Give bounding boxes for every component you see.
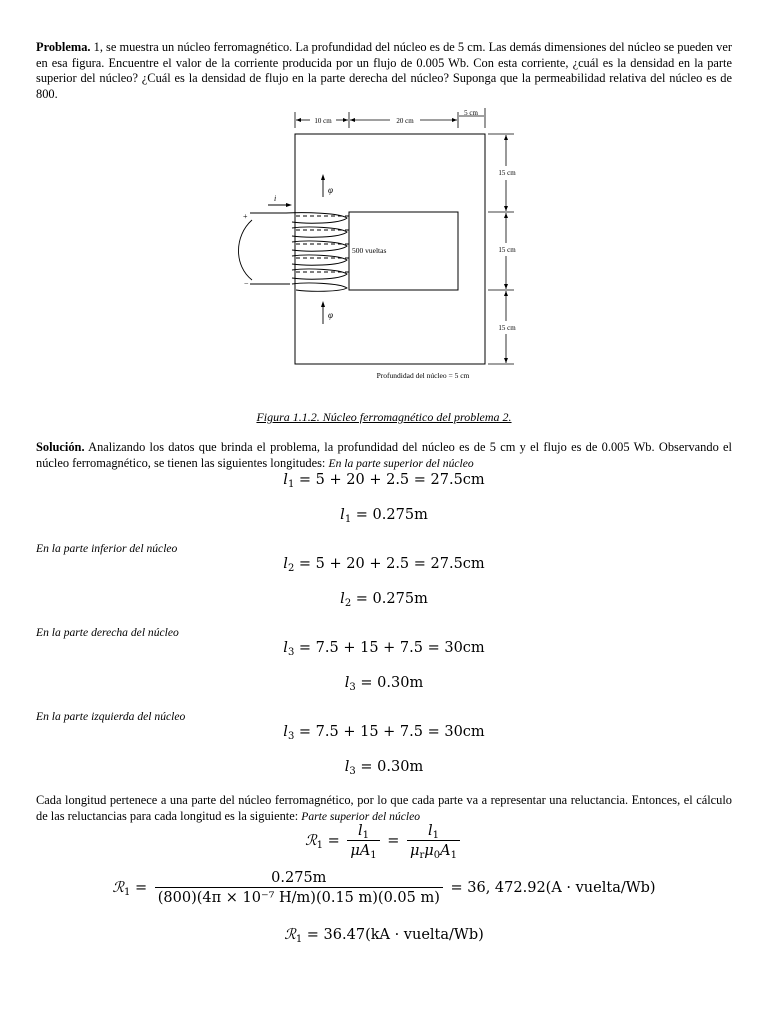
r1-result: = 36, 472.92(A · vuelta/Wb) [450, 880, 656, 896]
equation-r1-formula: ℛ$_1$ = $\frac{l_1}{\mu A_1}$ = $\frac{l_1}{\mu_r\mu_0A_1}$ [0, 823, 768, 859]
fraction-l1-over-mur-mu0-a1: $\frac{l_1}{\mu_r\mu_0A_1}$ [407, 823, 460, 859]
reluctance-text: Cada longitud pertenece a una parte del núcleo ferromagnético, por lo que cada parte va a representar una reluctancia. Entonces, el cálculo de las reluctancias para cada longitud es la siguiente: [36, 793, 732, 823]
problem-text: 1, se muestra un núcleo ferromagnético. La profundidad del núcleo es de 5 cm. Las demás dimensiones del núcleo se pueden ver en esa figura. Encuentre el valor de la corriente producida por un flujo de 0.005 Wb. Con esta corriente, ¿cuál es la densidad en la parte superior del núcleo? ¿Cuál es la densidad de flujo en la parte derecha del núcleo? Suponga que la permeabilidad relativa del núcleo es de 800. [36, 40, 732, 101]
fraction-r1-numeric [155, 870, 443, 906]
equation-r1-final: ℛ$_1$ = 36.47(kA · vuelta/Wb) [284, 927, 484, 945]
reluctance-paragraph [36, 793, 732, 824]
plus-sign: + [243, 212, 248, 221]
equation-l2-cm: $l_2 = 5 + 20 + 2.5 = 27.5cm$ [283, 556, 485, 574]
solution-section-label: En la parte superior del núcleo [328, 456, 474, 470]
equation-l3-cm-value: = 7.5 + 15 + 7.5 = 30cm [298, 640, 485, 656]
flux-symbol-bottom: φ [328, 310, 333, 320]
figure-caption: Figura 1.1.2. Núcleo ferromagnético del problema 2. [256, 410, 512, 424]
solution-text: Analizando los datos que brinda el problema, la profundidad del núcleo es de 5 cm y el flujo es de 0.005 Wb. Observando el núcleo ferromagnético, se tienen las siguientes longitudes: [36, 440, 732, 470]
flux-arrow-bottom [321, 301, 333, 324]
equation-l2-m-value: = 0.275m [355, 591, 428, 607]
current-symbol: i [274, 194, 277, 203]
r1-final-value: = 36.47(kA · vuelta/Wb) [306, 927, 484, 943]
dim-top-3-label: 5 cm [464, 109, 478, 117]
ferromagnetic-core-figure [230, 106, 520, 386]
label-bottom-section: En la parte inferior del núcleo [36, 542, 178, 555]
dim-top-2-label: 20 cm [396, 117, 414, 125]
dim-right-1-label: 15 cm [498, 169, 516, 177]
equation-l3b-m-value: = 0.30m [360, 759, 424, 775]
equation-l3b-cm-value: = 7.5 + 15 + 7.5 = 30cm [298, 724, 485, 740]
flux-symbol-top: φ [328, 185, 333, 195]
dim-top-1-label: 10 cm [314, 117, 332, 125]
current-arrow [268, 194, 292, 207]
solution-heading: Solución. [36, 440, 85, 454]
dim-right-3-label: 15 cm [498, 324, 516, 332]
problem-heading: Problema. [36, 40, 91, 54]
equation-l3b-cm: $l_3 = 7.5 + 15 + 7.5 = 30cm$ [283, 724, 485, 742]
dim-right-2-label: 15 cm [498, 246, 516, 254]
r1-denominator: (800)(4π × 10⁻⁷ H/m)(0.15 m)(0.05 m) [157, 890, 440, 906]
equation-l1-m: $l_1 = 0.275m$ [340, 507, 428, 525]
equation-l3-m-value: = 0.30m [360, 675, 424, 691]
equation-l3-cm: $l_3 = 7.5 + 15 + 7.5 = 30cm$ [283, 640, 485, 658]
minus-sign: − [244, 279, 249, 288]
core-outer-outline [295, 134, 485, 364]
flux-arrow-top [321, 174, 333, 197]
equation-l1-cm-value: = 5 + 20 + 2.5 = 27.5cm [298, 472, 485, 488]
equation-l3b-m: $l_3 = 0.30m$ [344, 759, 424, 777]
fraction-l1-over-mu-a1: $\frac{l_1}{\mu A_1}$ [347, 823, 379, 859]
equation-l3-m: $l_3 = 0.30m$ [344, 675, 424, 693]
equation-l1-cm: $l_1 = 5 + 20 + 2.5 = 27.5cm$ [283, 472, 485, 490]
label-right-section: En la parte derecha del núcleo [36, 626, 179, 639]
r1-numerator: 0.275m [155, 870, 443, 888]
solution-paragraph [36, 440, 732, 471]
reluctance-section-label: Parte superior del núcleo [301, 809, 421, 823]
voltage-arc [239, 220, 253, 280]
equation-r1-numeric: ℛ$_1$ = $\frac{0.275m}{\text{(800)(4π × 10⁻⁷ H/m)(0.15 m)(0.05 m)}}$ = 36, 472.92(A · vuelta/Wb) [112, 870, 656, 906]
equation-l2-cm-value: = 5 + 20 + 2.5 = 27.5cm [298, 556, 485, 572]
depth-label: Profundidad del núcleo = 5 cm [376, 371, 470, 380]
label-left-section: En la parte izquierda del núcleo [36, 710, 186, 723]
equation-l2-m: $l_2 = 0.275m$ [340, 591, 428, 609]
turns-label: 500 vueltas [352, 246, 387, 255]
equation-l1-m-value: = 0.275m [355, 507, 428, 523]
coil-winding [250, 213, 349, 292]
problem-paragraph [36, 40, 732, 102]
